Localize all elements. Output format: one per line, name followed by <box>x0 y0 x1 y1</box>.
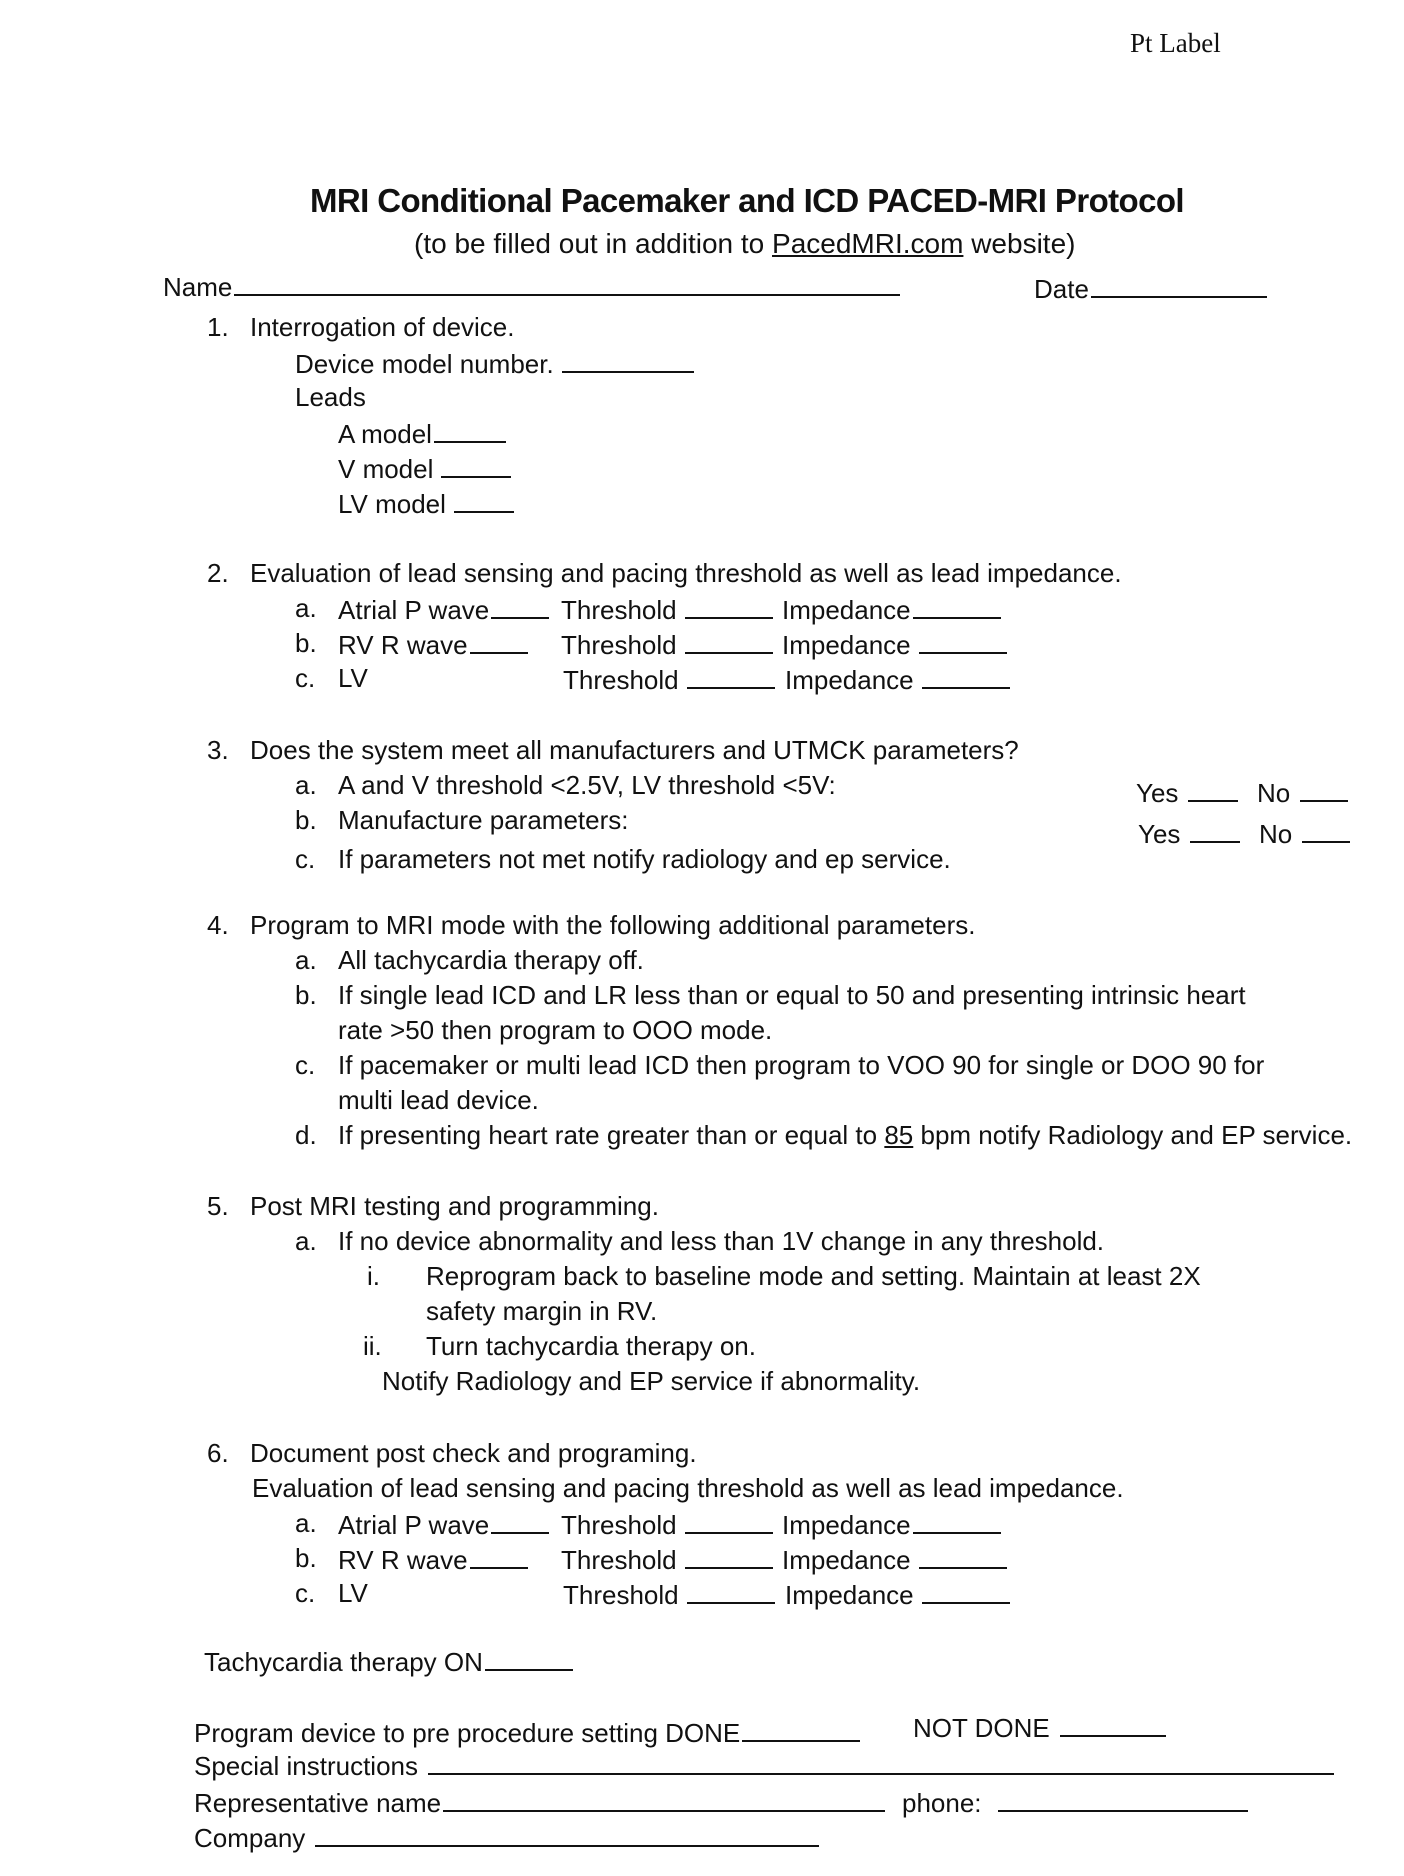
s2-row-c-letter: c. <box>295 663 316 693</box>
phone-field: phone: <box>902 1788 1248 1816</box>
s3-a-yes: Yes <box>1136 778 1238 806</box>
page-title: MRI Conditional Pacemaker and ICD PACED-MRI Protocol <box>310 182 1184 219</box>
leads-label: Leads <box>295 382 366 412</box>
s3-b-no: No <box>1259 819 1350 847</box>
s6-impedance-c-blank[interactable] <box>922 1580 1010 1604</box>
s6-rwave-blank[interactable] <box>470 1545 528 1569</box>
device-model-blank[interactable] <box>562 349 694 373</box>
s5-a-text: If no device abnormality and less than 1V change in any threshold. <box>338 1226 1105 1256</box>
s6-row-a-threshold: Threshold <box>561 1510 773 1538</box>
s2-title: Evaluation of lead sensing and pacing threshold as well as lead impedance. <box>250 558 1122 588</box>
s6-row-b-threshold: Threshold <box>561 1545 773 1573</box>
s6-row-c-letter: c. <box>295 1578 316 1608</box>
s6-row-c-label: LV <box>338 1578 368 1608</box>
s4-b-line2: rate >50 then program to OOO mode. <box>338 1015 773 1045</box>
page-subtitle <box>414 230 1075 258</box>
s2-pwave-blank[interactable] <box>491 595 549 619</box>
s3-a-no-blank[interactable] <box>1300 778 1348 802</box>
s4-d-text: If presenting heart rate greater than or equal to 85 bpm notify Radiology and EP service. <box>338 1120 1353 1150</box>
s2-threshold-c-blank[interactable] <box>687 665 775 689</box>
s2-row-a-impedance: Impedance <box>782 595 1001 623</box>
program-done-blank[interactable] <box>742 1718 860 1742</box>
s3-title: Does the system meet all manufacturers and UTMCK parameters? <box>250 735 1019 765</box>
s4-c-letter: c. <box>295 1050 316 1080</box>
s2-row-b-threshold: Threshold <box>561 630 773 658</box>
s1-title: Interrogation of device. <box>250 312 515 342</box>
not-done-blank[interactable] <box>1060 1713 1166 1737</box>
s2-impedance-b-blank[interactable] <box>919 630 1007 654</box>
s4-c-line2: multi lead device. <box>338 1085 539 1115</box>
s6-impedance-a-blank[interactable] <box>913 1510 1001 1534</box>
s4-b-letter: b. <box>295 980 317 1010</box>
s4-a-letter: a. <box>295 945 317 975</box>
s3-b-yes-blank[interactable] <box>1190 819 1240 843</box>
s6-row-c-threshold: Threshold <box>563 1580 775 1608</box>
s3-b-no-blank[interactable] <box>1302 819 1350 843</box>
s6-title: Document post check and programing. <box>250 1438 697 1468</box>
s3-b-text: Manufacture parameters: <box>338 805 629 835</box>
s5-a-letter: a. <box>295 1226 317 1256</box>
subtitle-suffix: website) <box>963 228 1076 259</box>
s5-i-line2: safety margin in RV. <box>426 1296 658 1326</box>
s3-num: 3. <box>207 735 229 765</box>
v-model-blank[interactable] <box>441 454 511 478</box>
tachy-on-blank[interactable] <box>485 1647 573 1671</box>
s2-row-a-letter: a. <box>295 593 317 623</box>
program-done-field: Program device to pre procedure setting DONE <box>194 1718 860 1746</box>
s6-row-a-impedance: Impedance <box>782 1510 1001 1538</box>
s4-title: Program to MRI mode with the following additional parameters. <box>250 910 976 940</box>
s3-a-letter: a. <box>295 770 317 800</box>
s2-row-b-impedance: Impedance <box>782 630 1007 658</box>
a-model-field <box>338 419 506 447</box>
s6-subtitle: Evaluation of lead sensing and pacing threshold as well as lead impedance. <box>252 1473 1124 1503</box>
phone-blank[interactable] <box>998 1788 1248 1812</box>
s4-d-letter: d. <box>295 1120 317 1150</box>
s5-i-num: i. <box>367 1261 380 1291</box>
v-model-field <box>338 454 511 482</box>
s3-c-letter: c. <box>295 844 316 874</box>
s6-row-c-impedance: Impedance <box>785 1580 1010 1608</box>
lv-model-label: LV model <box>338 489 446 519</box>
s5-notify: Notify Radiology and EP service if abnormality. <box>382 1366 921 1396</box>
s6-threshold-c-blank[interactable] <box>687 1580 775 1604</box>
s2-row-a-label: Atrial P wave <box>338 595 549 623</box>
s2-rwave-blank[interactable] <box>470 630 528 654</box>
v-model-label: V model <box>338 454 434 484</box>
special-instructions-blank[interactable] <box>428 1751 1334 1775</box>
s2-threshold-a-blank[interactable] <box>685 595 773 619</box>
date-blank[interactable] <box>1091 274 1267 298</box>
name-blank[interactable] <box>234 272 900 296</box>
s6-row-a-label: Atrial P wave <box>338 1510 549 1538</box>
name-field <box>163 272 900 300</box>
device-model-label: Device model number. <box>295 349 554 379</box>
s2-threshold-b-blank[interactable] <box>685 630 773 654</box>
s4-b-line1: If single lead ICD and LR less than or equal to 50 and presenting intrinsic heart <box>338 980 1246 1010</box>
s6-impedance-b-blank[interactable] <box>919 1545 1007 1569</box>
company-field: Company <box>194 1823 819 1851</box>
s1-num: 1. <box>207 312 229 342</box>
s2-num: 2. <box>207 558 229 588</box>
s5-num: 5. <box>207 1191 229 1221</box>
s6-row-b-label: RV R wave <box>338 1545 528 1573</box>
pt-label: Pt Label <box>1130 28 1221 58</box>
subtitle-prefix: (to be filled out in addition to <box>414 228 773 259</box>
s2-row-c-threshold: Threshold <box>563 665 775 693</box>
s6-num: 6. <box>207 1438 229 1468</box>
s6-pwave-blank[interactable] <box>491 1510 549 1534</box>
tachy-on-field: Tachycardia therapy ON <box>204 1647 573 1675</box>
s4-num: 4. <box>207 910 229 940</box>
s2-impedance-a-blank[interactable] <box>913 595 1001 619</box>
s3-b-yes: Yes <box>1138 819 1240 847</box>
lv-model-field <box>338 489 514 517</box>
s5-title: Post MRI testing and programming. <box>250 1191 659 1221</box>
s5-ii-text: Turn tachycardia therapy on. <box>426 1331 756 1361</box>
a-model-label: A model <box>338 419 432 449</box>
pacedmri-link[interactable]: PacedMRI.com <box>772 228 964 259</box>
s6-threshold-b-blank[interactable] <box>685 1545 773 1569</box>
s6-row-b-impedance: Impedance <box>782 1545 1007 1573</box>
s3-a-yes-blank[interactable] <box>1188 778 1238 802</box>
not-done-field: NOT DONE <box>913 1713 1166 1741</box>
s3-c-text: If parameters not met notify radiology and ep service. <box>338 844 951 874</box>
a-model-blank[interactable] <box>434 419 506 443</box>
s2-row-c-label: LV <box>338 663 368 693</box>
s2-row-b-label: RV R wave <box>338 630 528 658</box>
s6-row-a-letter: a. <box>295 1508 317 1538</box>
s5-i-line1: Reprogram back to baseline mode and setting. Maintain at least 2X <box>426 1261 1201 1291</box>
s6-row-b-letter: b. <box>295 1543 317 1573</box>
s6-threshold-a-blank[interactable] <box>685 1510 773 1534</box>
s4-a-text: All tachycardia therapy off. <box>338 945 644 975</box>
company-blank[interactable] <box>315 1823 819 1847</box>
s2-impedance-c-blank[interactable] <box>922 665 1010 689</box>
rep-name-blank[interactable] <box>443 1788 885 1812</box>
s5-ii-num: ii. <box>363 1331 382 1361</box>
s3-a-text: A and V threshold <2.5V, LV threshold <5V: <box>338 770 836 800</box>
s3-b-letter: b. <box>295 805 317 835</box>
s2-row-a-threshold: Threshold <box>561 595 773 623</box>
special-instructions-field: Special instructions <box>194 1751 1334 1779</box>
heart-rate-value: 85 <box>884 1120 914 1150</box>
s2-row-b-letter: b. <box>295 628 317 658</box>
s4-c-line1: If pacemaker or multi lead ICD then program to VOO 90 for single or DOO 90 for <box>338 1050 1265 1080</box>
device-model-field <box>295 349 694 377</box>
date-field <box>1034 274 1267 302</box>
rep-name-field: Representative name <box>194 1788 885 1816</box>
s2-row-c-impedance: Impedance <box>785 665 1010 693</box>
date-label: Date <box>1034 274 1089 304</box>
s3-a-no: No <box>1257 778 1348 806</box>
lv-model-blank[interactable] <box>454 489 514 513</box>
name-label: Name <box>163 272 233 302</box>
